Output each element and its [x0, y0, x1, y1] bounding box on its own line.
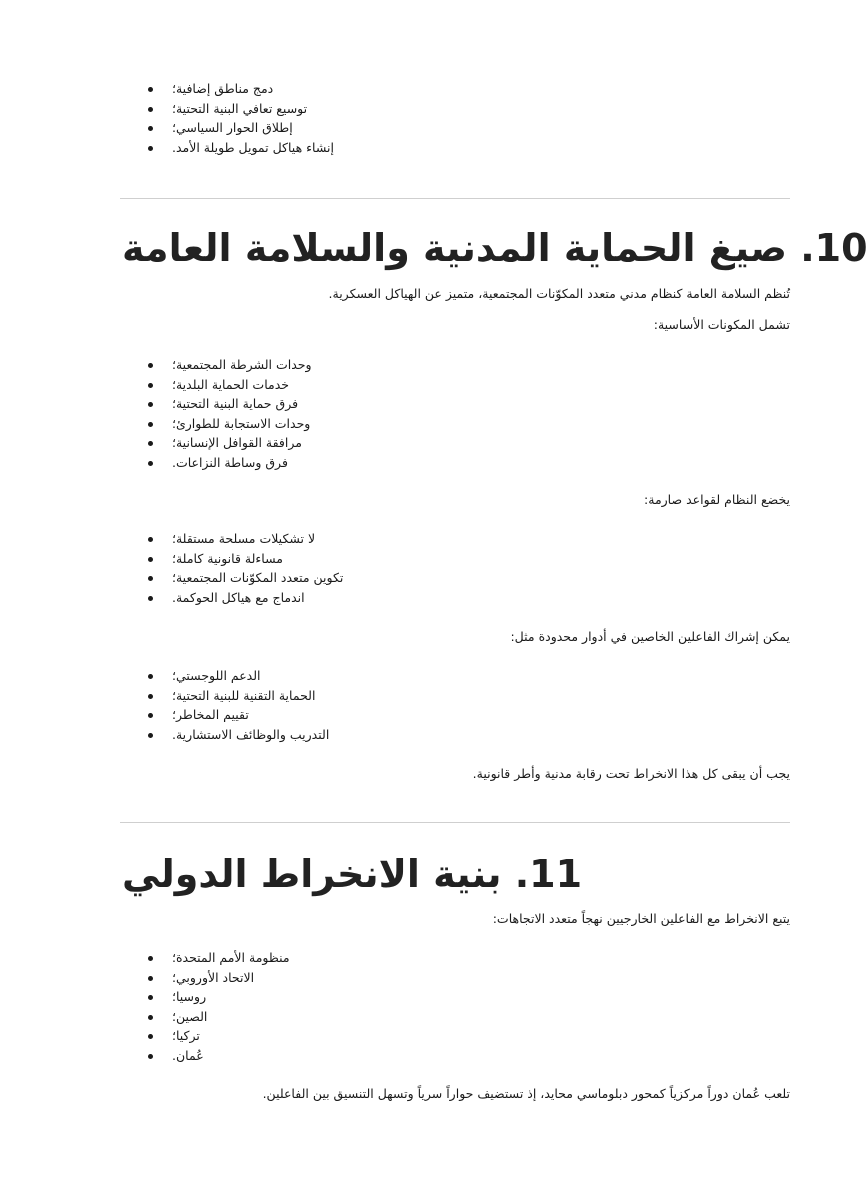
list-item: عُمان. — [120, 1046, 790, 1066]
bullet-list-components — [120, 355, 790, 472]
actors-list-block — [120, 948, 790, 1065]
list-item: إطلاق الحوار السياسي؛ — [120, 118, 790, 138]
bullet-dot-icon — [148, 995, 153, 1000]
bullet-dot-icon — [148, 956, 153, 961]
section-11-closing: تلعب عُمان دوراً مركزياً كمحور دبلوماسي محايد، إذ تستضيف حواراً سرياً وتسهل التنسيق بين الفاعلين. — [262, 1086, 790, 1101]
list-item: خدمات الحماية البلدية؛ — [120, 375, 790, 395]
bullet-dot-icon — [148, 422, 153, 427]
bullet-dot-icon — [148, 674, 153, 679]
bullet-dot-icon — [148, 576, 153, 581]
list-item: اندماج مع هياكل الحوكمة. — [120, 588, 790, 608]
list-item: تكوين متعدد المكوّنات المجتمعية؛ — [120, 568, 790, 588]
section-11-heading-text: 11. بنية الانخراط الدولي — [122, 852, 583, 896]
list-item: وحدات الاستجابة للطوارئ؛ — [120, 414, 790, 434]
bullet-dot-icon — [148, 126, 153, 131]
bullet-list-actors — [120, 948, 790, 1065]
bullet-dot-icon — [148, 107, 153, 112]
bullet-dot-icon — [148, 363, 153, 368]
components-list-block — [120, 355, 790, 472]
bullet-dot-icon — [148, 733, 153, 738]
section-11-intro: يتبع الانخراط مع الفاعلين الخارجيين نهجاً متعدد الاتجاهات: — [492, 911, 790, 926]
list-item: فرق وساطة النزاعات. — [120, 453, 790, 473]
list-item: توسيع تعافي البنية التحتية؛ — [120, 99, 790, 119]
list-item: الدعم اللوجستي؛ — [120, 666, 790, 686]
section-10-heading — [122, 224, 868, 272]
bullet-dot-icon — [148, 976, 153, 981]
list-item: تقييم المخاطر؛ — [120, 705, 790, 725]
bullet-list-rules — [120, 529, 790, 607]
list-item: الصين؛ — [120, 1007, 790, 1027]
section-10-closing: يجب أن يبقى كل هذا الانخراط تحت رقابة مدنية وأطر قانونية. — [472, 766, 790, 781]
bullet-dot-icon — [148, 146, 153, 151]
bullet-list-top — [120, 79, 790, 157]
section-divider — [120, 822, 790, 823]
section-10-heading-text: 10. صيغ الحماية المدنية والسلامة العامة — [122, 226, 868, 270]
list-item: لا تشكيلات مسلحة مستقلة؛ — [120, 529, 790, 549]
list-item: روسيا؛ — [120, 987, 790, 1007]
list-item: مساءلة قانونية كاملة؛ — [120, 549, 790, 569]
bullet-dot-icon — [148, 713, 153, 718]
list-item: إنشاء هياكل تمويل طويلة الأمد. — [120, 138, 790, 158]
section-10-components-label: تشمل المكونات الأساسية: — [653, 317, 790, 332]
bullet-dot-icon — [148, 441, 153, 446]
list-item: الحماية التقنية للبنية التحتية؛ — [120, 686, 790, 706]
list-item: فرق حماية البنية التحتية؛ — [120, 394, 790, 414]
top-list-block — [120, 79, 790, 157]
bullet-list-private — [120, 666, 790, 744]
bullet-dot-icon — [148, 1054, 153, 1059]
bullet-dot-icon — [148, 537, 153, 542]
private-list-block — [120, 666, 790, 744]
list-item: الاتحاد الأوروبي؛ — [120, 968, 790, 988]
bullet-dot-icon — [148, 87, 153, 92]
bullet-dot-icon — [148, 694, 153, 699]
list-item: تركيا؛ — [120, 1026, 790, 1046]
list-item: منظومة الأمم المتحدة؛ — [120, 948, 790, 968]
bullet-dot-icon — [148, 461, 153, 466]
section-divider — [120, 198, 790, 199]
bullet-dot-icon — [148, 402, 153, 407]
list-item: وحدات الشرطة المجتمعية؛ — [120, 355, 790, 375]
bullet-dot-icon — [148, 1015, 153, 1020]
bullet-dot-icon — [148, 1034, 153, 1039]
bullet-dot-icon — [148, 596, 153, 601]
list-item: التدريب والوظائف الاستشارية. — [120, 725, 790, 745]
section-10-private-label: يمكن إشراك الفاعلين الخاصين في أدوار محدودة مثل: — [510, 629, 790, 644]
section-10-intro: تُنظم السلامة العامة كنظام مدني متعدد المكوّنات المجتمعية، متميز عن الهياكل العسكرية. — [328, 286, 790, 301]
bullet-dot-icon — [148, 383, 153, 388]
rules-list-block — [120, 529, 790, 607]
list-item: مرافقة القوافل الإنسانية؛ — [120, 433, 790, 453]
bullet-dot-icon — [148, 557, 153, 562]
section-10-rules-label: يخضع النظام لقواعد صارمة: — [644, 492, 790, 507]
section-11-heading — [122, 850, 790, 898]
list-item: دمج مناطق إضافية؛ — [120, 79, 790, 99]
